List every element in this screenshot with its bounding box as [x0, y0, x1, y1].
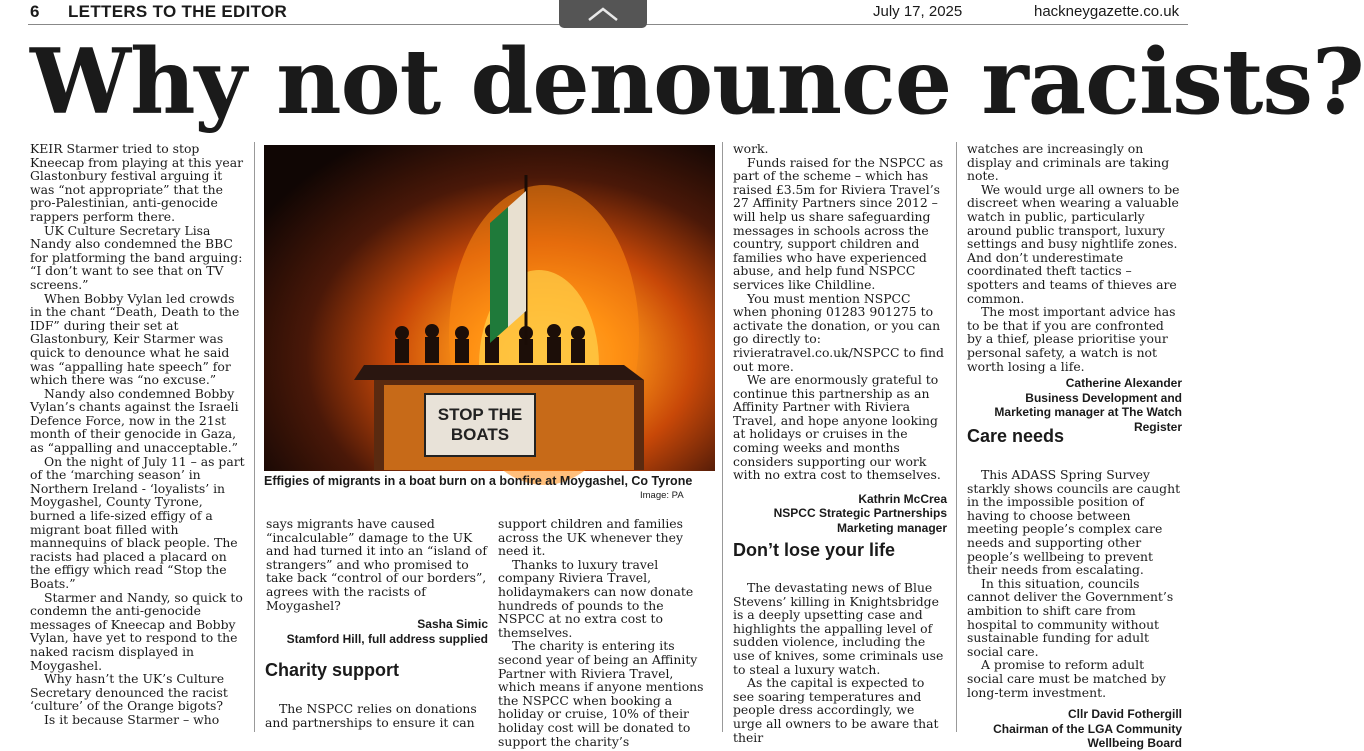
letter-1-continuation: [266, 517, 488, 646]
paragraph: Thanks to luxury travel company Riviera Travel, holidaymakers can now donate hundreds of pounds to the NSPCC at no extra cost to themselves.: [498, 556, 694, 640]
paragraph: Funds raised for the NSPCC as part of the scheme – which has raised £3.5m for Riviera Travel’s 27 Affinity Partners since 2012 – will help us share safeguarding messages in schools across the country, support children and families who have experienced abuse, and help fund NSPCC services like Childline.: [733, 154, 944, 292]
letter-1-body: [30, 142, 248, 727]
paragraph: Why hasn’t the UK’s Culture Secretary denounced the racist ‘culture’ of the Orange bigots?: [30, 671, 228, 714]
paragraph: You must mention NSPCC when phoning 01283 901275 to activate the donation, or you can go directly to: rivieratravel.co.uk/NSPCC to find out more.: [733, 290, 944, 374]
letter-3-column-5: [967, 142, 1182, 434]
paragraph: This ADASS Spring Survey starkly shows councils are caught in the impossible position of having to choose between meeting people’s complex care needs and supporting other people’s wellbeing to prevent their needs from escalating.: [967, 467, 1181, 578]
collapse-toolbar-button[interactable]: [559, 0, 647, 28]
letter-4-author: Cllr David Fothergill: [1067, 707, 1182, 722]
paragraph: A promise to reform adult social care must be matched by long-term investment.: [967, 657, 1166, 700]
paragraph: Starmer and Nandy, so quick to condemn the anti-genocide messages of Kneecap and Bobby Vylan, have yet to respond to the naked racism displayed in Moygashel.: [30, 589, 243, 673]
paragraph: Is it because Starmer – who: [44, 711, 220, 727]
column-divider: [956, 142, 957, 732]
letter-3-role: Register: [1133, 419, 1182, 434]
paragraph: says migrants have caused “incalculable” damage to the UK and had turned it into an “island of strangers” and who promised to take back “control of our borders”, agrees with the racists of Moygashel?: [266, 516, 487, 613]
letter-2-column-4: [733, 142, 947, 535]
letter-3-column-4: [733, 581, 947, 744]
letter-2-role: NSPCC Strategic Partnerships: [773, 506, 947, 521]
website-url: hackneygazette.co.uk: [1034, 3, 1180, 20]
letter-3-role: Marketing manager at The Watch: [994, 405, 1182, 420]
photo-caption: Effigies of migrants in a boat burn on a bonfire at Moygashel, Co Tyrone: [264, 474, 693, 488]
dont-lose-your-life-heading: Don’t lose your life: [733, 540, 896, 560]
headline: Why not denounce racists?: [30, 29, 1364, 135]
paragraph: work.: [733, 141, 769, 156]
letter-2-author: Kathrin McCrea: [858, 491, 947, 506]
letter-4-body: [967, 468, 1182, 751]
care-needs-heading: Care needs: [967, 426, 1065, 446]
letter-4-role: Wellbeing Board: [1087, 736, 1182, 751]
chevron-up-icon: [586, 6, 620, 22]
paragraph: The most important advice has to be that if you are confronted by a thief, please prioritise your personal safety, a watch is not worth losing a life.: [967, 304, 1176, 374]
paragraph: The devastating news of Blue Stevens’ killing in Knightsbridge is a deeply upsetting case and highlights the appalling level of sudden violence, including the use of knives, some criminals use to steal a luxury watch.: [733, 580, 944, 677]
letter-1-author-detail: Stamford Hill, full address supplied: [286, 631, 488, 646]
letter-3-author: Catherine Alexander: [1065, 376, 1182, 391]
charity-support-heading: Charity support: [265, 660, 400, 680]
letter-2-start: [265, 702, 487, 729]
paragraph: UK Culture Secretary Lisa Nandy also condemned the BBC for platforming the band arguing: “I don’t want to see that on TV screens.”: [30, 222, 243, 292]
paragraph: support children and families across the UK whenever they need it.: [498, 516, 683, 559]
section-title: LETTERS TO THE EDITOR: [68, 2, 288, 21]
paragraph: As the capital is expected to see soaring temperatures and people dress accordingly, we urge all owners to be aware that their: [733, 675, 939, 745]
paragraph: In this situation, councils cannot deliver the Government’s ambition to shift care from hospital to community without sustainable funding for adult social care.: [967, 575, 1174, 659]
placard-text: STOP THE BOATS: [437, 405, 523, 444]
letter-2-role: Marketing manager: [836, 520, 947, 535]
letter-3-role: Business Development and: [1025, 390, 1182, 405]
paragraph: We are enormously grateful to continue this partnership as an Affinity Partner with Riviera Travel, and hope anyone looking at holidays or cruises in the coming weeks and months considers supporting our work with no extra cost to themselves.: [733, 372, 941, 483]
paragraph: The charity is entering its second year of being an Affinity Partner with Riviera Travel, which means if anyone mentions the NSPCC when booking a holiday or cruise, 10% of their holiday cost will be donated to support the charity’s: [498, 638, 704, 749]
column-divider: [254, 142, 255, 732]
column-divider: [722, 142, 723, 732]
letter-4-role: Chairman of the LGA Community: [993, 721, 1182, 736]
page-number: 6: [30, 2, 40, 21]
paragraph: The NSPCC relies on donations and partnerships to ensure it can: [265, 701, 477, 730]
paragraph: We would urge all owners to be discreet when wearing a valuable watch in public, particularly around public transport, luxury settings and busy nightlife zones. And don’t underestimate coordinated theft tactics – spotters and teams of thieves are common.: [967, 181, 1180, 306]
paragraph: KEIR Starmer tried to stop Kneecap from playing at this year Glastonbury festival arguing it was “not appropriate” that the pro-Palestinian, anti-genocide rappers perform there.: [30, 141, 244, 224]
photo-credit: Image: PA: [640, 490, 684, 501]
stop-the-boats-placard: [424, 393, 536, 457]
paragraph: On the night of July 11 – as part of the ‘marching season’ in Northern Ireland - ‘loyalists’ in Moygashel, County Tyrone, burned a life-sized effigy of a migrant boat filled with mannequins of black people. The racists had placed a placard on the effigy which read “Stop the Boats.”: [30, 453, 245, 591]
paragraph: watches are increasingly on display and criminals are taking note.: [967, 141, 1170, 184]
letter-1-author: Sasha Simic: [417, 617, 488, 632]
paragraph: When Bobby Vylan led crowds in the chant “Death, Death to the IDF” during their set at Glastonbury, Keir Starmer was quick to denounce what he said was “appalling hate speech” for which there was “no excuse.”: [30, 290, 240, 388]
paragraph: Nandy also condemned Bobby Vylan’s chants against the Israeli Defence Force, now in the 21st month of their genocide in Gaza, as “appalling and unacceptable.”: [30, 385, 239, 456]
bonfire-photo: [264, 145, 715, 471]
issue-date: July 17, 2025: [873, 3, 963, 20]
letter-2-column-3: [498, 517, 710, 748]
